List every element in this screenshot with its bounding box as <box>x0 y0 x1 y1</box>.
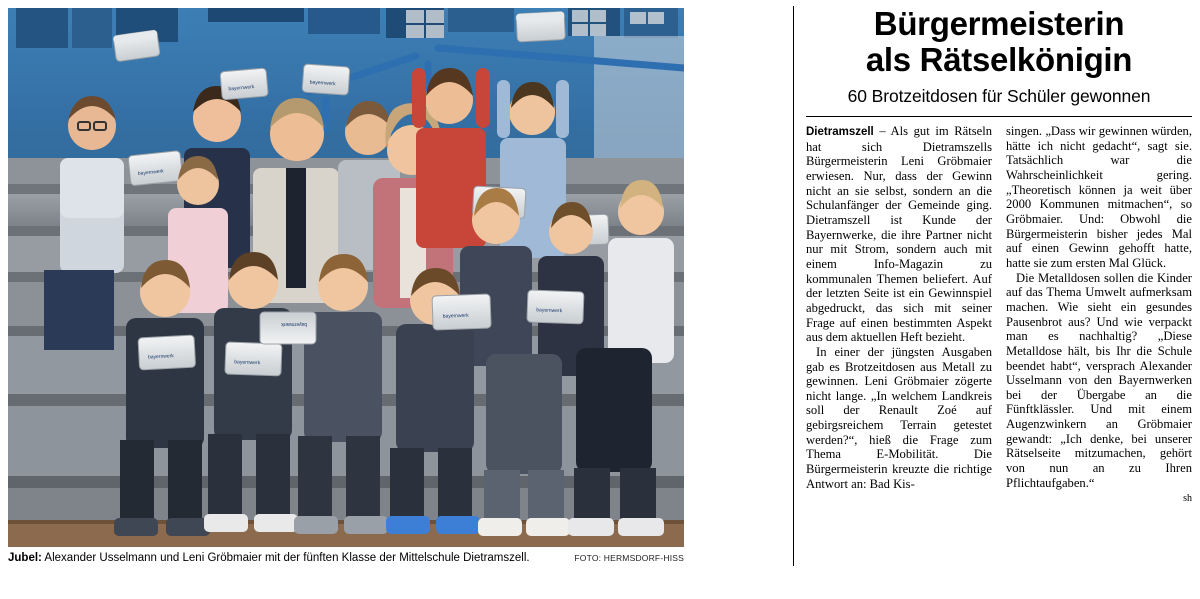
svg-text:bayernwerk: bayernwerk <box>442 312 469 320</box>
article <box>806 4 1192 584</box>
article-column-1 <box>806 124 992 507</box>
photo-illustration <box>8 8 684 547</box>
svg-text:bayernwerk: bayernwerk <box>228 84 255 93</box>
photo-credit: FOTO: HERMSDORF-HISS <box>574 553 684 563</box>
svg-text:bayernwerk: bayernwerk <box>309 79 336 88</box>
svg-text:bayernwerk: bayernwerk <box>234 359 261 367</box>
caption-lead: Jubel: <box>8 552 42 564</box>
article-col1-p2: In einer der jüngsten Ausgaben gab es Brotzeitdosen aus Metall zu gewinnen. Leni Gröbmaier zögerte nicht lange. „In welchem Landkreis soll der Renault Zoé auf gebirgsreichem Terrain getestet werden?“, hieß die Frage zum Thema E-Mobilität. Die Bürgermeisterin kreuzte die richtige Antwort an: Bad Kis- <box>806 344 992 491</box>
svg-text:bayernwerk: bayernwerk <box>137 168 164 178</box>
column-divider <box>793 6 794 566</box>
headline-line-2: als Rätselkönigin <box>865 41 1133 78</box>
page-title <box>806 4 1192 78</box>
dateline: Dietramszell <box>806 126 874 138</box>
headline-line-1: Bürgermeisterin <box>873 5 1125 42</box>
article-paragraph <box>806 124 992 345</box>
article-col2-p2: Die Metalldosen sollen die Kinder auf das Thema Umwelt aufmerksam machen. Wie sieht ein gesundes Pausenbrot aus? Und wie verpackt man es nachhaltig? „Diese Metalldose hält, bis Ihr die Schule beendet habt“, versprach Alexander Usselmann von den Bayernwerken bei der Übergabe an die Fünftklässler. Und mit einem Augenzwinkern an Gröbmaier gewandt: „Ich denke, bei unserer Rätselseite mitzumachen, gehört von nun an zu Ihren Pflichtaufgaben.“ <box>1006 270 1192 490</box>
caption-text: Alexander Usselmann und Leni Gröbmaier mit der fünften Klasse der Mittelschule Dietramszell. <box>41 552 530 564</box>
article-col1-p1: – Als gut im Rätseln hat sich Dietramszells Bürgermeisterin Leni Gröbmaier erwiesen. Nur, dass der Gewinn nicht an sie selbst, sondern an die Schulanfänger der Gemeinde ging. Dietramszell ist Kunde der Bayernwerke, die ihre Partner nicht nur mit Strom, sondern auch mit einem Info-Magazin zu kommunalen Themen beliefert. Auf der letzten Seite ist ein Gewinnspiel abgedruckt, das sich mit seiner Frage auf einen bestimmten Aspekt aus dem aktuellen Heft bezieht. <box>806 124 992 345</box>
svg-text:bayernwerk: bayernwerk <box>281 321 307 327</box>
article-columns <box>806 124 1192 507</box>
headline-rule <box>806 116 1192 117</box>
news-photo <box>8 8 684 547</box>
author-signature: sh <box>1183 493 1192 505</box>
article-col2-p1: singen. „Dass wir gewinnen würden, hätte ich nicht gedacht“, sagt sie. Tatsächlich war die Wahrscheinlichkeit gering. „Theoretisch können ja weit über 2000 Kommunen mitmachen“, so Gröbmaier. Und: Obwohl die Bürgermeisterin bisher jedes Mal auf einen Gewinn gehofft hatte, hatte sie zum ersten Mal Glück. <box>1006 124 1192 270</box>
photo-block <box>8 8 684 568</box>
article-column-2 <box>1006 124 1192 507</box>
svg-text:bayernwerk: bayernwerk <box>536 307 563 315</box>
subheadline: 60 Brotzeitdosen für Schüler gewonnen <box>847 86 1151 106</box>
photo-caption <box>8 551 684 565</box>
svg-text:bayernwerk: bayernwerk <box>147 353 175 361</box>
